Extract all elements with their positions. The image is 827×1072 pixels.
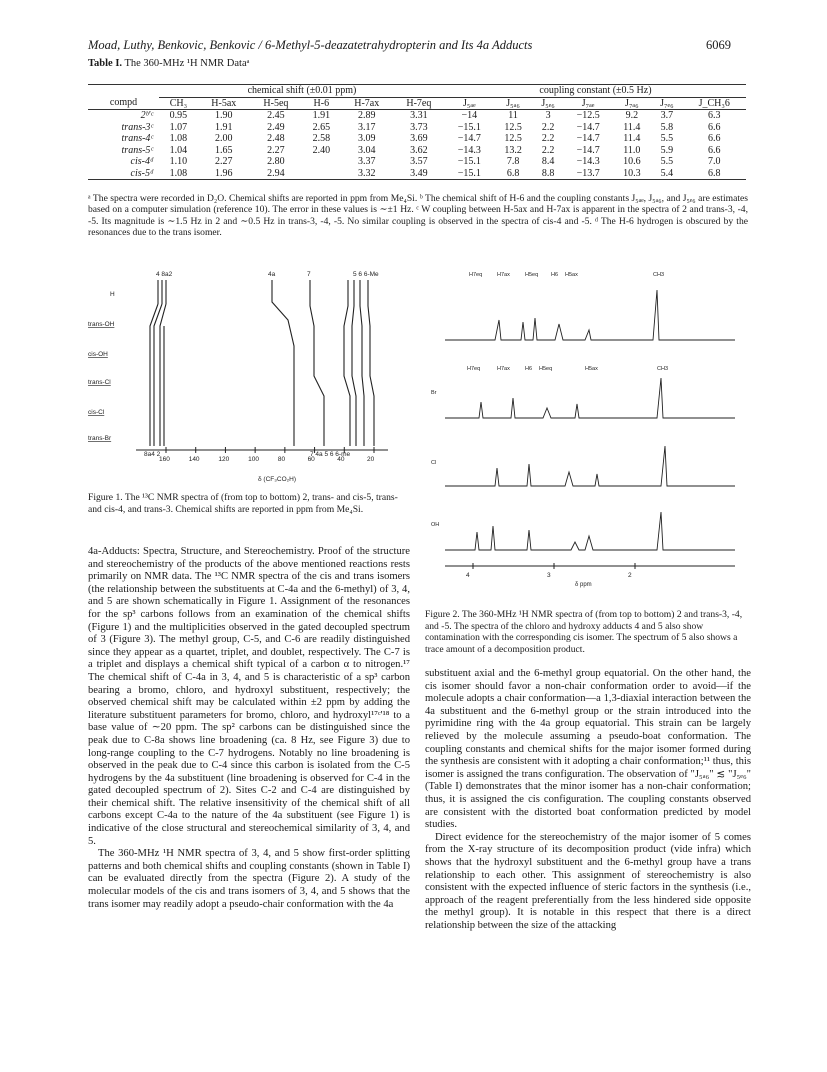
figure-1-c13-schematic [88, 266, 408, 484]
fig1-top-label: 4a [268, 271, 276, 278]
table-cell: 2.40 [312, 144, 331, 156]
table-cell: 2.2 [541, 133, 555, 144]
page-number: 6069 [706, 38, 731, 52]
table-cell: 3 [545, 110, 551, 121]
fig2-peak-label: H7ax [497, 366, 510, 372]
axis-tick-label: 2 [628, 572, 632, 579]
fig2-x-axis [466, 563, 635, 579]
table-cell: 1.04 [169, 144, 188, 156]
table-cell: 3.73 [410, 121, 428, 133]
table-row [88, 110, 746, 122]
table-cell: 8.8 [532, 168, 563, 180]
table-cell: −13.7 [564, 168, 613, 180]
body-right-column [425, 668, 751, 932]
column-header: H-5ax [198, 97, 250, 110]
table-cell: 11 [508, 110, 518, 121]
fig2-peak-label: H7eq [467, 366, 481, 372]
table-cell: 6.8 [683, 168, 746, 180]
table-cell: 2.00 [215, 133, 233, 144]
column-header: CH₃ [159, 97, 198, 110]
table-row [88, 133, 746, 145]
table-caption-label: Table I. [88, 58, 123, 69]
compound-cell: cis-4ᵈ [130, 156, 154, 167]
fig1-row-label: cis-Cl [88, 409, 105, 416]
column-header: J₇ₐ₆ [613, 97, 652, 110]
nmr-data-table [88, 84, 746, 180]
table-cell: 11.4 [623, 121, 641, 133]
figure-1-caption: Figure 1. The ¹³C NMR spectra of (from top to bottom) 2, trans- and cis-5, trans- and cis-4, and trans-3. Chemical shifts are reported in ppm from Me₄Si. [88, 492, 398, 515]
paragraph: 4a-Adducts: Spectra, Structure, and Stereochemistry. Proof of the structure and stereochemistry of the products of the above mentioned reactions rests primarily on NMR data. The ¹³C NMR spectra of the cis and trans isomers (the relationship between the substituents at C-4a and the 6-methyl) of 3, 4, and 5 are shown schematically in Figure 1. Assignment of the resonances for the sp³ carbons follows from an examination of the chemical shifts (Figure 1) and the multiplicities observed in the gated decoupled spectrum of 3 (Figure 3). The methyl group, C-5, and C-6 are readily distinguished since they appear as a quartet, triplet, and doublet, respectively. The C-7 is a triplet and displays a chemical shift typical of a carbon α to nitrogen.¹⁷ The chemical shift of C-4a in 3, 4, and 5 is characteristic of a sp³ carbon bearing a bromo, chloro, and hydroxyl substituent, respectively; the observed chemical shift may be calculated within ±2 ppm by adding the literature substituent parameters for bromo, chloro, and hydroxyl¹⁷ᶜ'¹⁸ to a base value of ∼20 ppm. The sp² carbons can be distinguished since the peak due to C-8a shows line broadening (ca. 8 Hz, see Figure 3) due to long-range coupling to the C-7 hydrogens. Notably no line broadening is observed in the peak due to C-4 since this carbon is isolated from the C-5 hydrogens by the 4a substituent (line broadening is observed for C-4 in the gated decoupled spectrum of 2). Sites C-2 and C-4 are distinguished by their chemical shift. The relative insensitivity of the chemical shift of all carbons except C-4a to the nature of the 4a substituent (see Figure 1) is indicative of the close structural and stereochemical similarity of 3, 4, and 5. [88, 546, 410, 847]
fig2-peak-label: CH3 [657, 366, 669, 372]
table-cell: 3.32 [341, 168, 393, 180]
table-cell: 3.09 [357, 133, 376, 144]
fig1-top-label: 5 6 6-Me [353, 271, 379, 278]
table-cell: 6.3 [708, 110, 721, 121]
column-header: H-7eq [393, 97, 445, 110]
table-caption [88, 58, 249, 69]
table-cell: −14.7 [457, 133, 481, 144]
table-row [88, 168, 746, 180]
table-cell: 6.6 [708, 144, 721, 156]
table-cell: 2.2 [541, 144, 555, 156]
axis-tick-label: 160 [159, 456, 170, 463]
column-header: J_CH₃6 [683, 97, 746, 110]
table-cell: 3.31 [410, 110, 428, 121]
fig1-row-label: trans-OH [88, 321, 115, 328]
table-cell: −14.7 [576, 133, 600, 144]
figure-2-caption: Figure 2. The 360-MHz ¹H NMR spectra of (from top to bottom) 2 and trans-3, -4, and -5. The spectra of the chloro and hydroxy adducts 4 and 5 also show contamination with the corresponding cis isomer. The spectrum of 5 also shows a trace amount of a decomposition product. [425, 609, 743, 655]
axis-tick-label: 60 [307, 456, 315, 463]
table-cell: 5.5 [660, 133, 674, 144]
paragraph: substituent axial and the 6-methyl group equatorial. On the other hand, the cis isomer should favor a non-chair conformation order to avoid—if the molecule adopts a chair conformation—a 1,3-diaxial interaction between the 4a substituent and the 6-methyl group or the strain introduced into the pyrimidine ring with the 4a group equatorial. This strain can be largely relieved by the molecule assuming a pseudo-boat conformation. The coupling constants and chemical shifts for the major isomer formed during the synthesis are consistent with it adopting a chair conformation;¹¹ thus, this isomer is assigned the trans configuration. The observation of "J₅ₐ₆" ≲ "J₅ₑ₆" (Table I) demonstrates that the minor isomer has a non-chair conformation; thus, it is assigned the cis configuration. The coupling constants observed are consistent with the distorted boat conformation predicted by model studies. [425, 668, 751, 831]
table-cell: −14 [461, 110, 478, 121]
axis-tick-label: 20 [367, 456, 375, 463]
table-cell: 13.2 [504, 144, 522, 156]
table-cell: 3.49 [393, 168, 445, 180]
figure-2-h1-spectra [425, 268, 747, 608]
table-cell: −12.5 [576, 110, 600, 121]
running-title: Moad, Luthy, Benkovic, Benkovic / 6-Methyl-5-deazatetrahydropterin and Its 4a Adducts [88, 38, 533, 52]
table-cell: 1.91 [215, 121, 233, 133]
fig2-peak-label: H5eq [525, 272, 539, 278]
table-cell: 2.2 [541, 121, 555, 133]
column-header: H-7ax [341, 97, 393, 110]
fig1-stick-lines [150, 280, 374, 446]
column-header: H-5eq [250, 97, 302, 110]
table-cell: 5.8 [660, 121, 674, 133]
table-cell: 9.2 [625, 110, 639, 121]
table-cell: 1.91 [312, 110, 331, 121]
table-cell: 6.6 [708, 133, 721, 144]
table-row [88, 145, 746, 157]
table-row [88, 156, 746, 168]
table-cell: 6.8 [494, 168, 533, 180]
fig1-bottom-right-label: 7 4a 5 6 6-me [310, 451, 351, 458]
table-cell: 7.0 [708, 156, 721, 167]
column-header: J₇ₐₑ [564, 97, 613, 110]
table-cell: 1.08 [169, 133, 188, 144]
table-cell: 5.4 [651, 168, 682, 180]
table-cell: 8.4 [541, 156, 555, 167]
fig2-trace-label: OH [431, 522, 440, 528]
coupling-group-header: coupling constant (±0.5 Hz) [445, 85, 746, 98]
table-header-row [88, 97, 746, 110]
axis-tick-label: 140 [188, 456, 200, 463]
table-cell: 11.4 [623, 133, 641, 144]
table-cell: 3.04 [357, 144, 376, 156]
compound-cell: 2ᵇ'ᶜ [140, 110, 154, 121]
table-cell: −14.7 [576, 144, 600, 156]
table-cell: 1.07 [169, 121, 188, 133]
fig1-row-label: cis-OH [88, 351, 108, 358]
table-cell [302, 168, 341, 180]
table-cell: 1.10 [169, 156, 188, 167]
table-cell: 10.3 [613, 168, 652, 180]
table-cell: 11.0 [623, 144, 641, 156]
table-cell: 1.90 [215, 110, 233, 121]
paragraph: The 360-MHz ¹H NMR spectra of 3, 4, and 5 show first-order splitting patterns and both chemical shifts and coupling constants (shown in Table I) can be evaluated directly from the spectra (Figure 2). A study of the molecular models of the cis and trans isomers of 3, 4, and 5 shows that the trans isomer may readily adopt a pseudo-chair conformation with the 4a [88, 848, 410, 910]
fig2-peak-label: H6 [551, 272, 559, 278]
table-footnote: ᵃ The spectra were recorded in D₂O. Chemical shifts are reported in ppm from Me₄Si. ᵇ The chemical shift of H-6 and the coupling constants J₅ₐₑ, J₅ₐ₆, and J₅ₑ₆ are estimates based on a computer simulation (reference 10). The error in these values is ∼±1 Hz. ᶜ W coupling between H-5ax and H-7ax is apparent in the spectra of 2 and trans-3, -4, -5. Its magnitude is ∼1.5 Hz in 2 and ∼0.5 Hz in trans-3, -4, -5. No similar coupling is observed in the spectra of cis-4 and -5. ᵈ The H-6 hydrogen is obscured by the resonances due to the trans isomer. [88, 193, 748, 239]
column-header: J₇ₑ₆ [651, 97, 682, 110]
compound-cell: trans-4ᶜ [121, 133, 154, 144]
table-cell: −15.1 [457, 156, 481, 167]
table-cell: 2.27 [215, 156, 233, 167]
table-cell: 6.6 [708, 121, 721, 133]
table-cell: 3.62 [410, 144, 428, 156]
table-cell: 2.45 [267, 110, 285, 121]
paragraph: Direct evidence for the stereochemistry of the major isomer of 5 comes from the X-ray structure of its decomposition product (vide infra) which shows that the hydroxyl substituent and the 6-methyl group have a trans relationship to each other. This assignment of stereochemistry is also consistent with the expected influence of steric factors in the synthesis (i.e., approach of the reagent preferentially from the less hindered side opposite the methyl group). It is notable in this respect that there is a direct relationship between the size of the attacking [425, 831, 751, 931]
table-cell: 2.65 [312, 121, 331, 133]
table-cell: 3.17 [357, 121, 376, 133]
column-header: J₅ₐₑ [445, 97, 494, 110]
table-cell: 3.69 [410, 133, 428, 144]
column-header: H-6 [302, 97, 341, 110]
table-cell: 7.8 [506, 156, 520, 167]
fig2-traces [445, 290, 735, 550]
table-caption-text: The 360-MHz ¹H NMR Dataᵃ [122, 58, 250, 69]
table-cell: 2.89 [357, 110, 376, 121]
axis-tick-label: 3 [547, 572, 551, 579]
table-cell: 1.65 [215, 144, 233, 156]
table-cell: 2.27 [267, 144, 285, 156]
body-left-column [88, 546, 410, 911]
fig2-peak-label: H5ax [565, 272, 578, 278]
compound-cell: cis-5ᵈ [88, 168, 159, 180]
column-header: J₅ₐ₆ [494, 97, 533, 110]
fig1-bottom-left-label: 8a4 2 [144, 451, 161, 458]
table-cell: 3.7 [660, 110, 674, 121]
table-cell: 1.08 [159, 168, 198, 180]
table-cell [302, 156, 341, 168]
table-cell: 5.5 [660, 156, 674, 167]
table-cell: −14.7 [576, 121, 600, 133]
fig1-axis-label: δ (CF₃CO₂H) [258, 476, 297, 483]
table-body [88, 110, 746, 180]
fig1-row-label: H [110, 291, 115, 298]
fig2-peak-label: H7eq [469, 272, 483, 278]
axis-tick-label: 40 [337, 456, 345, 463]
table-cell: 3.37 [357, 156, 376, 167]
column-header: J₅ₑ₆ [532, 97, 563, 110]
column-header: compd [88, 97, 159, 110]
fig2-peak-label: H5eq [539, 366, 553, 372]
fig2-peak-label: CH3 [653, 272, 665, 278]
fig2-peak-label: H5ax [585, 366, 598, 372]
compound-cell: trans-5ᶜ [121, 144, 154, 156]
fig2-peak-label: H7ax [497, 272, 510, 278]
fig1-top-label: 4 8a2 [156, 271, 173, 278]
table-cell: −15.1 [445, 168, 494, 180]
table-cell: 2.58 [312, 133, 331, 144]
table-cell: 3.57 [410, 156, 428, 167]
table-row [88, 122, 746, 134]
table-cell: −14.3 [457, 144, 481, 156]
fig1-row-label: trans-Br [88, 435, 112, 442]
table-cell: 2.94 [250, 168, 302, 180]
compound-cell: trans-3ᶜ [121, 121, 154, 133]
chem-shift-group-header: chemical shift (±0.01 ppm) [159, 85, 445, 98]
table-cell: 0.95 [169, 110, 188, 121]
table-cell: 2.48 [267, 133, 285, 144]
table-cell: 12.5 [504, 121, 522, 133]
fig2-axis-label: δ ppm [575, 582, 592, 588]
axis-tick-label: 4 [466, 572, 470, 579]
axis-tick-label: 80 [277, 456, 286, 463]
table-cell: −15.1 [457, 121, 481, 133]
fig2-peak-label: H6 [525, 366, 533, 372]
table-cell: 10.6 [623, 156, 641, 167]
table-cell: 1.96 [198, 168, 250, 180]
fig2-trace-label: Br [431, 390, 437, 396]
fig1-top-label: 7 [307, 271, 311, 278]
fig1-row-label: trans-Cl [88, 379, 111, 386]
table-cell: −14.3 [576, 156, 600, 167]
axis-tick-label: 100 [248, 456, 260, 463]
table-cell: 2.80 [267, 156, 285, 167]
axis-tick-label: 120 [218, 456, 230, 463]
fig2-trace-label: Cl [431, 460, 437, 466]
table-cell: 2.49 [267, 121, 285, 133]
table-cell: 12.5 [504, 133, 522, 144]
table-cell: 5.9 [660, 144, 674, 156]
